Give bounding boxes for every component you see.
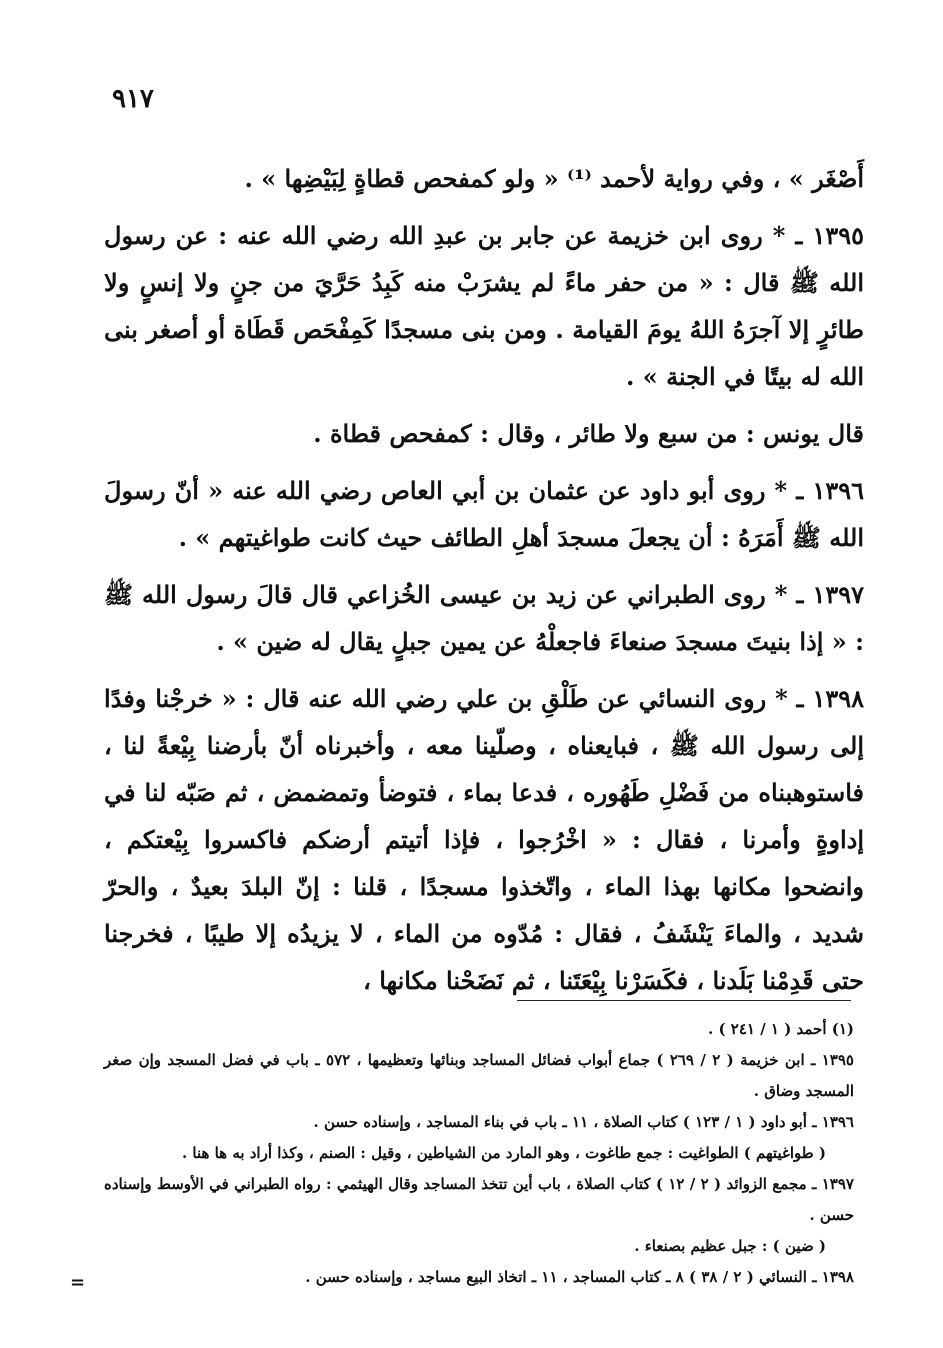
footnote-dayn: ( ضين ) : جبل عظيم بصنعاء . (634, 1237, 826, 1255)
page-number: ٩١٧ (112, 84, 154, 114)
paragraph-yunus: قال يونس : من سبع ولا طائر ، وقال : كمفحص قطاة . (313, 419, 864, 448)
footnote-1: (١) أحمد ( ١ / ٢٤١ ) . (708, 1020, 854, 1038)
footnote-1397: ١٣٩٧ ـ مجمع الزوائد ( ٢ / ١٢ ) كتاب الصلاة ، باب أين تتخذ المساجد وقال الهيثمي : رواه الطبراني في الأوسط وإسناده حسن . (104, 1175, 854, 1224)
paragraph-continuation: أَصْغَر » ، وفي رواية لأحمد ⁽¹⁾ « ولو كمفحص قطاةٍ لِبَيْضِها » . (244, 164, 864, 193)
footnote-tawagheet: ( طواغيتهم ) الطواغيت : جمع طاغوت ، وهو المارد من الشياطين ، وقيل : الصنم ، وكذا أراد به ها هنا . (181, 1144, 826, 1162)
footnote-1398: ١٣٩٨ ـ النسائي ( ٢ / ٣٨ ) ٨ ـ كتاب المساجد ، ١١ ـ اتخاذ البيع مساجد ، وإسناده حسن . (305, 1268, 854, 1286)
footnote-1396: ١٣٩٦ ـ أبو داود ( ١ / ١٢٣ ) كتاب الصلاة ، ١١ ـ باب في بناء المساجد ، وإسناده حسن . (313, 1113, 854, 1131)
footnote-1395: ١٣٩٥ ـ ابن خزيمة ( ٢ / ٢٦٩ ) جماع أبواب فضائل المساجد وبنائها وتعظيمها ، ٥٧٢ ـ باب في فضل المسجد وإن صغر المسجد وضاق . (104, 1051, 854, 1100)
paragraph-1395: ١٣٩٥ ـ * روى ابن خزيمة عن جابر بن عبدِ الله رضي الله عنه : عن رسول الله ﷺ قال : « من حفر ماءً لم يشرَبْ منه كَبِدُ حَرَّيَ من جنٍ ولا إنسٍ ولا طائرٍ إلا آجرَهُ اللهُ يومَ القيامة . ومن بنى مسجدًا كَمِفْحَص قَطَاة أو أصغر بنى الله له بيتًا في الجنة » . (104, 221, 864, 391)
paragraph-1396: ١٣٩٦ ـ * روى أبو داود عن عثمان بن أبي العاص رضي الله عنه « أنّ رسولَ الله ﷺ أَمَرَهُ : أن يجعلَ مسجدَ أهلِ الطائف حيث كانت طواغيتهم » . (104, 476, 864, 552)
paragraph-1398: ١٣٩٨ ـ * روى النسائي عن طَلْقِ بن علي رضي الله عنه قال : « خرجْنا وفدًا إلى رسول الله ﷺ ، فبايعناه ، وصلّينا معه ، وأخبرناه أنّ بأرضنا بِيْعةً لنا ، فاستوهبناه من فَضْلِ طَهُوره ، فدعا بماء ، فتوضأ وتمضمض ، ثم صَبّه لنا في إداوةٍ وأمرنا ، فقال : « اخْرُجوا ، فإذا أتيتم أرضكم فاكسروا بِيْعتكم ، وانضحوا مكانها بهذا الماء ، واتّخذوا مسجدًا ، قلنا : إنّ البلدَ بعيدٌ ، والحرّ شديد ، والماءَ يَنْشَفُ ، فقال : مُدّوه من الماء ، لا يزيدُه إلا طيبًا ، فخرجنا حتى قَدِمْنا بَلَدنا ، فكَسَرْنا بِيْعَتَنا ، ثم نَضَحْنا مكانها ، (104, 684, 865, 995)
footnotes (104, 1014, 854, 1293)
paragraph-1397: ١٣٩٧ ـ * روى الطبراني عن زيد بن عيسى الخُزاعي قال قالَ رسول الله ﷺ : « إذا بنيتَ مسجدَ صنعاءَ فاجعلْهُ عن يمين جبلٍ يقال له ضين » . (104, 580, 864, 656)
main-text (104, 155, 864, 1004)
margin-mark: = (70, 1272, 86, 1293)
footnote-divider (517, 1000, 851, 1001)
